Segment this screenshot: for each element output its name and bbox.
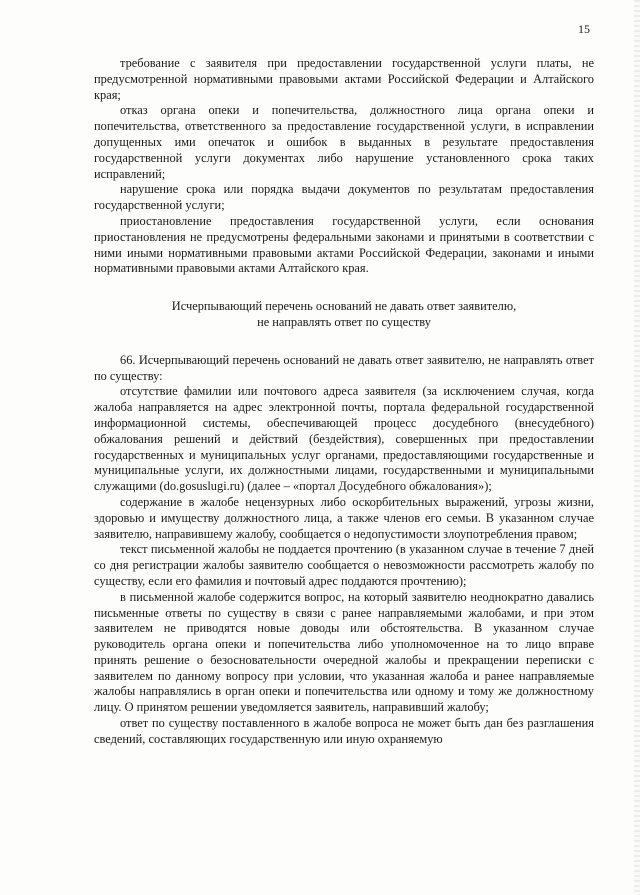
paragraph-correction-refusal: отказ органа опеки и попечительства, должностного лица органа опеки и попечительства, ответственного за предоставление государственной услуги, в исправлении допущенных ими опечаток и ошибок в выданных в результате предоставления государственной услуги документах либо нарушение установленного срока таких исправлений; <box>94 103 594 181</box>
paragraph-fee-requirement: требование с заявителя при предоставлении государственной услуги платы, не предусмотренной нормативными правовыми актами Российской Федерации и Алтайского края; <box>94 56 594 102</box>
scan-edge-artifact <box>634 0 640 895</box>
paragraph-protected-info: ответ по существу поставленного в жалобе вопроса не может быть дан без разглашения сведений, составляющих государственную или иную охраняемую <box>94 716 594 746</box>
document-body <box>94 56 594 748</box>
paragraph-66-intro: 66. Исчерпывающий перечень оснований не давать ответ заявителю, не направлять ответ по существу: <box>94 352 594 383</box>
paragraph-unreadable-text: текст письменной жалобы не поддается прочтению (в указанном случае в течение 7 дней со дня регистрации жалобы заявителю сообщается о невозможности рассмотреть жалобу по существу, если его фамилия и почтовый адрес поддаются прочтению); <box>94 542 594 588</box>
section-heading-line-1: Исчерпывающий перечень оснований не давать ответ заявителю, <box>171 299 517 314</box>
section-heading-line-2: не направлять ответ по существу <box>257 314 431 329</box>
paragraph-offensive-content: содержание в жалобе нецензурных либо оскорбительных выражений, угрозы жизни, здоровью и имуществу должностного лица, а также членов его семьи. В указанном случае заявителю, направившему жалобу, сообщается о недопустимости злоупотребления правом; <box>94 494 594 541</box>
paragraph-no-name-address: отсутствие фамилии или почтового адреса заявителя (за исключением случая, когда жалоба направляется на адрес электронной почты, портала федеральной государственной информационной системы, обеспечивающей процесс досудебного (внесудебного) обжалования решений и действий (бездействия), совершенных при предоставлении государственных и муниципальных услуг органами, предоставляющими государственные и муниципальные услуги, их должностными лицами, государственными и муниципальными служащими (do.gosuslugi.ru) (далее – «портал Досудебного обжалования»); <box>94 384 594 494</box>
paragraph-suspension: приостановление предоставления государственной услуги, если основания приостановления не предусмотрены федеральными законами и принятыми в соответствии с ними иными нормативными правовыми актами Российской Федерации, законами и иными нормативными правовыми актами Алтайского края. <box>94 213 594 276</box>
paragraph-deadline-violation: нарушение срока или порядка выдачи документов по результатам предоставления государственной услуги; <box>94 182 594 213</box>
paragraph-repeated-question: в письменной жалобе содержится вопрос, на который заявителю неоднократно давались письменные ответы по существу в связи с ранее направляемыми жалобами, и при этом заявителем не приводятся новые доводы или обстоятельства. В указанном случае руководитель органа опеки и попечительства либо уполномоченное на то лицо вправе принять решение о безосновательности очередной жалобы и прекращении переписки с заявителем по данному вопросу при условии, что указанная жалоба и ранее направляемые жалобы направлялись в орган опеки и попечительства или одному и тому же должностному лицу. О принятом решении уведомляется заявитель, направивший жалобу; <box>94 589 594 715</box>
page-number: 15 <box>578 22 590 36</box>
section-heading <box>94 299 594 331</box>
